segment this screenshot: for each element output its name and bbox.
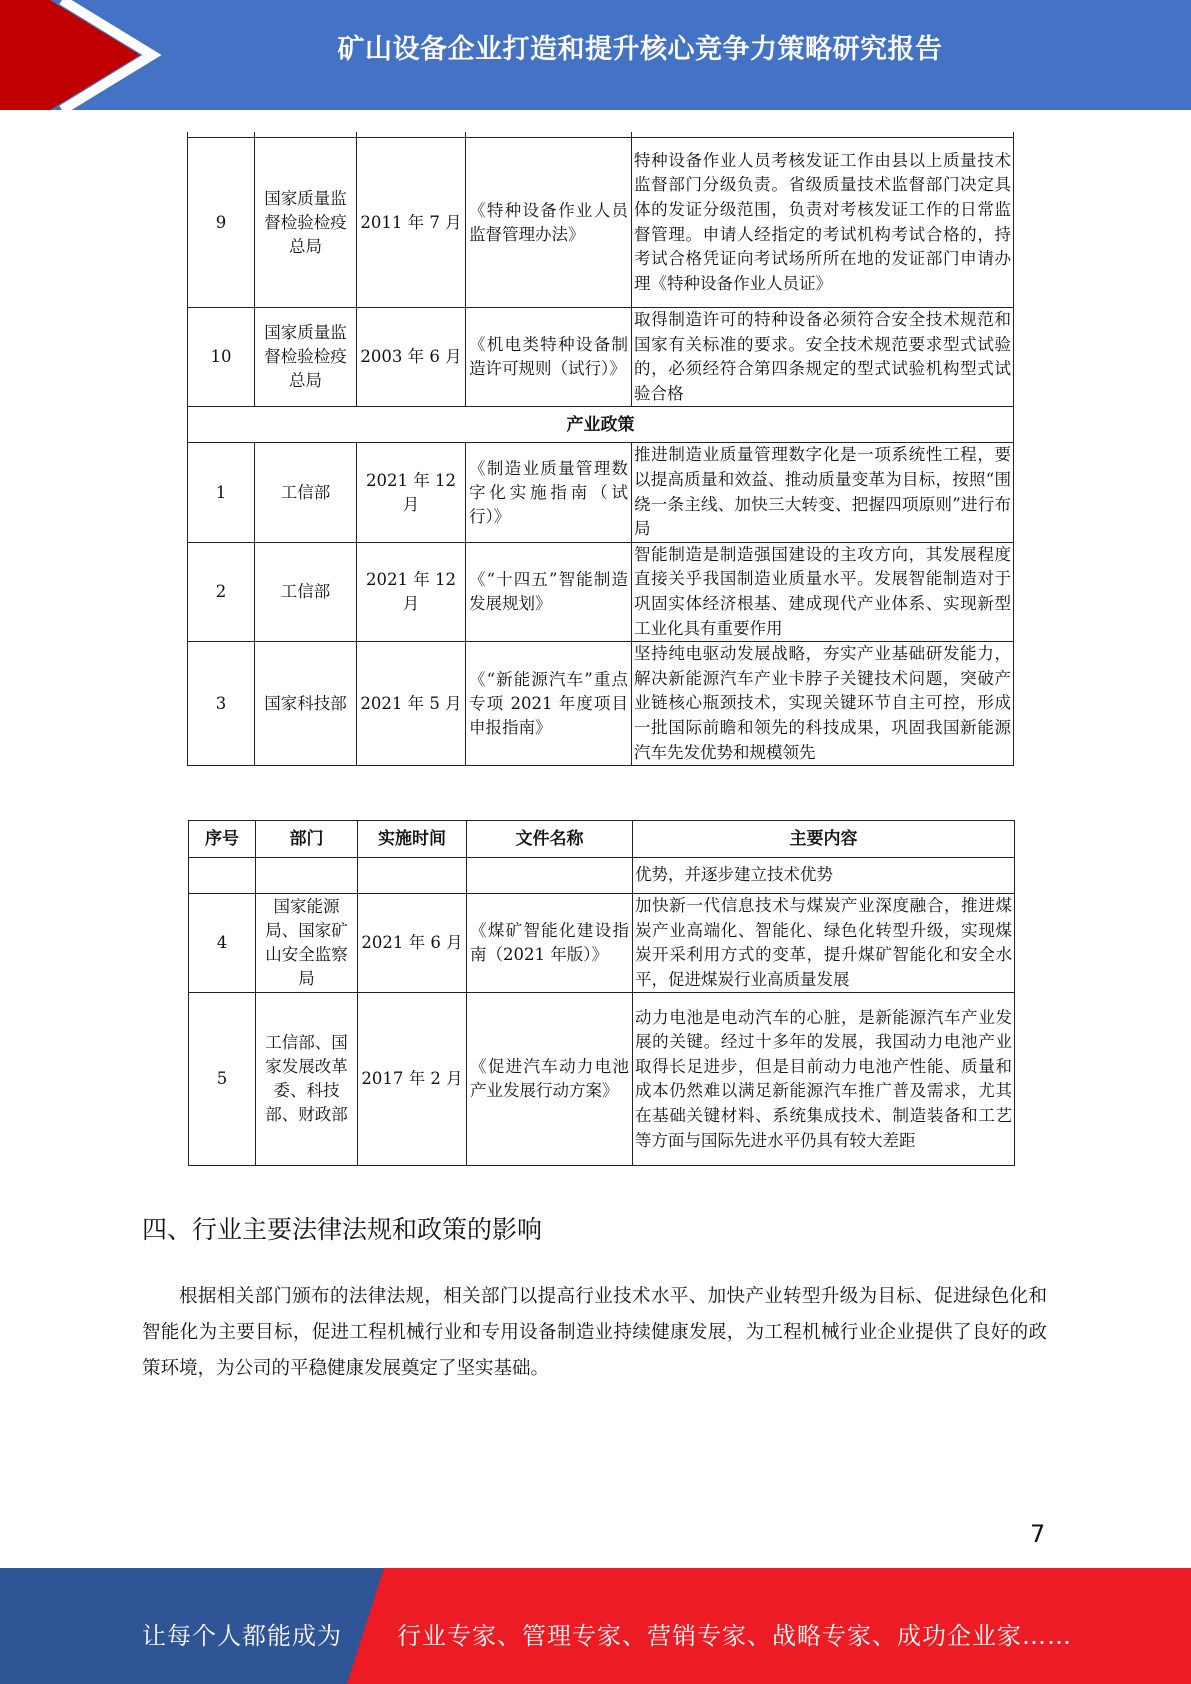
row-content: 动力电池是电动汽车的心脏，是新能源汽车产业发展的关键。经过十多年的发展，我国动力电池产业取得长足进步，但是目前动力电池产性能、质量和成本仍然难以满足新能源汽车推广普及需求，尤其在基础关键材料、系统集成技术、制造装备和工艺等方面与国际先进水平仍具有较大差距 [633, 993, 1015, 1166]
table-row [189, 894, 1015, 993]
header-document: 文件名称 [467, 821, 633, 858]
row-number: 3 [188, 642, 255, 766]
row-content: 加快新一代信息技术与煤炭产业深度融合，推进煤炭产业高端化、智能化、绿色化转型升级，实现煤炭开采利用方式的变革，提升煤矿智能化和安全水平，促进煤炭行业高质量发展 [633, 894, 1015, 993]
row-document: 《特种设备作业人员监督管理办法》 [466, 138, 632, 308]
table-row [189, 993, 1015, 1166]
row-content: 特种设备作业人员考核发证工作由县以上质量技术监督部门分级负责。省级质量技术监督部门决定具体的发证分级范围，负责对考核发证工作的日常监督管理。申请人经指定的考试机构考试合格的，持考试合格凭证向考试场所所在地的发证部门申请办理《特种设备作业人员证》 [632, 138, 1014, 308]
row-department: 国家质量监督检验检疫总局 [255, 138, 357, 308]
section-heading: 四、行业主要法律法规和政策的影响 [142, 1215, 543, 1244]
row-number: 2 [188, 542, 255, 641]
row-department: 国家科技部 [255, 642, 357, 766]
row-number: 4 [189, 894, 256, 993]
row-department: 国家质量监督检验检疫总局 [255, 308, 357, 407]
footer-slogan-right: 行业专家、管理专家、营销专家、战略专家、成功企业家…… [397, 1622, 1072, 1650]
row-department: 国家能源局、国家矿山安全监察局 [256, 894, 358, 993]
footer-slogan-left: 让每个人都能成为 [142, 1622, 342, 1650]
table-row [188, 642, 1014, 766]
policy-table [188, 820, 1015, 1166]
page-header [0, 0, 1191, 110]
table-row [188, 308, 1014, 407]
section-row [188, 407, 1014, 443]
section-paragraph: 根据相关部门颁布的法律法规，相关部门以提高行业技术水平、加快产业转型升级为目标、促进绿色化和智能化为主要目标，促进工程机械行业和专用设备制造业持续健康发展，为工程机械行业企业提供了良好的政策环境，为公司的平稳健康发展奠定了坚实基础。 [142, 1286, 1047, 1379]
header-date: 实施时间 [358, 821, 467, 858]
row-document: 《煤矿智能化建设指南（2021 年版）》 [467, 894, 633, 993]
row-content: 取得制造许可的特种设备必须符合安全技术规范和国家有关标准的要求。安全技术规范要求型式试验的，必须经符合第四条规定的型式试验机构型式试验合格 [632, 308, 1014, 407]
table-row-continued [189, 858, 1015, 894]
page-footer [0, 1568, 1191, 1684]
row-department: 工信部 [255, 443, 357, 542]
row-date: 2021 年 5 月 [357, 642, 466, 766]
table-row [188, 542, 1014, 641]
table-row [188, 443, 1014, 542]
report-title: 矿山设备企业打造和提升核心竞争力策略研究报告 [337, 34, 943, 65]
header-arrow-decoration [0, 0, 300, 110]
row-document: 《促进汽车动力电池产业发展行动方案》 [467, 993, 633, 1166]
page-number: 7 [1030, 1520, 1046, 1548]
row-document: 《机电类特种设备制造许可规则（试行）》 [466, 308, 632, 407]
row-number: 5 [189, 993, 256, 1166]
row-date: 2017 年 2 月 [358, 993, 467, 1166]
row-department: 工信部 [255, 542, 357, 641]
row-department: 工信部、国家发展改革委、科技部、财政部 [256, 993, 358, 1166]
header-department: 部门 [256, 821, 358, 858]
section-label-industry-policy: 产业政策 [188, 407, 1014, 443]
row-number: 9 [188, 138, 255, 308]
table-row [188, 138, 1014, 308]
policy-table-continued [187, 132, 1014, 766]
row-date: 2021 年 12 月 [357, 443, 466, 542]
header-number: 序号 [189, 821, 256, 858]
row-content: 推进制造业质量管理数字化是一项系统性工程，要以提高质量和效益、推动质量变革为目标，按照“围绕一条主线、加快三大转变、把握四项原则”进行布局 [632, 443, 1014, 542]
row-document: 《“十四五”智能制造发展规划》 [466, 542, 632, 641]
row-date: 2003 年 6 月 [357, 308, 466, 407]
table-header-row [189, 821, 1015, 858]
row-date: 2021 年 6 月 [358, 894, 467, 993]
row-number: 10 [188, 308, 255, 407]
row-number: 1 [188, 443, 255, 542]
row-content: 智能制造是制造强国建设的主攻方向，其发展程度直接关乎我国制造业质量水平。发展智能制造对于巩固实体经济根基、建成现代产业体系、实现新型工业化具有重要作用 [632, 542, 1014, 641]
row-date: 2011 年 7 月 [357, 138, 466, 308]
row-document: 《制造业质量管理数字化实施指南（试行）》 [466, 443, 632, 542]
row-date: 2021 年 12 月 [357, 542, 466, 641]
row-content: 坚持纯电驱动发展战略，夯实产业基础研发能力，解决新能源汽车产业卡脖子关键技术问题，突破产业链核心瓶颈技术，实现关键环节自主可控，形成一批国际前瞻和领先的科技成果，巩固我国新能源汽车先发优势和规模领先 [632, 642, 1014, 766]
row-content-continued: 优势，并逐步建立技术优势 [633, 858, 1015, 894]
header-content: 主要内容 [633, 821, 1015, 858]
row-document: 《“新能源汽车”重点专项 2021 年度项目申报指南》 [466, 642, 632, 766]
